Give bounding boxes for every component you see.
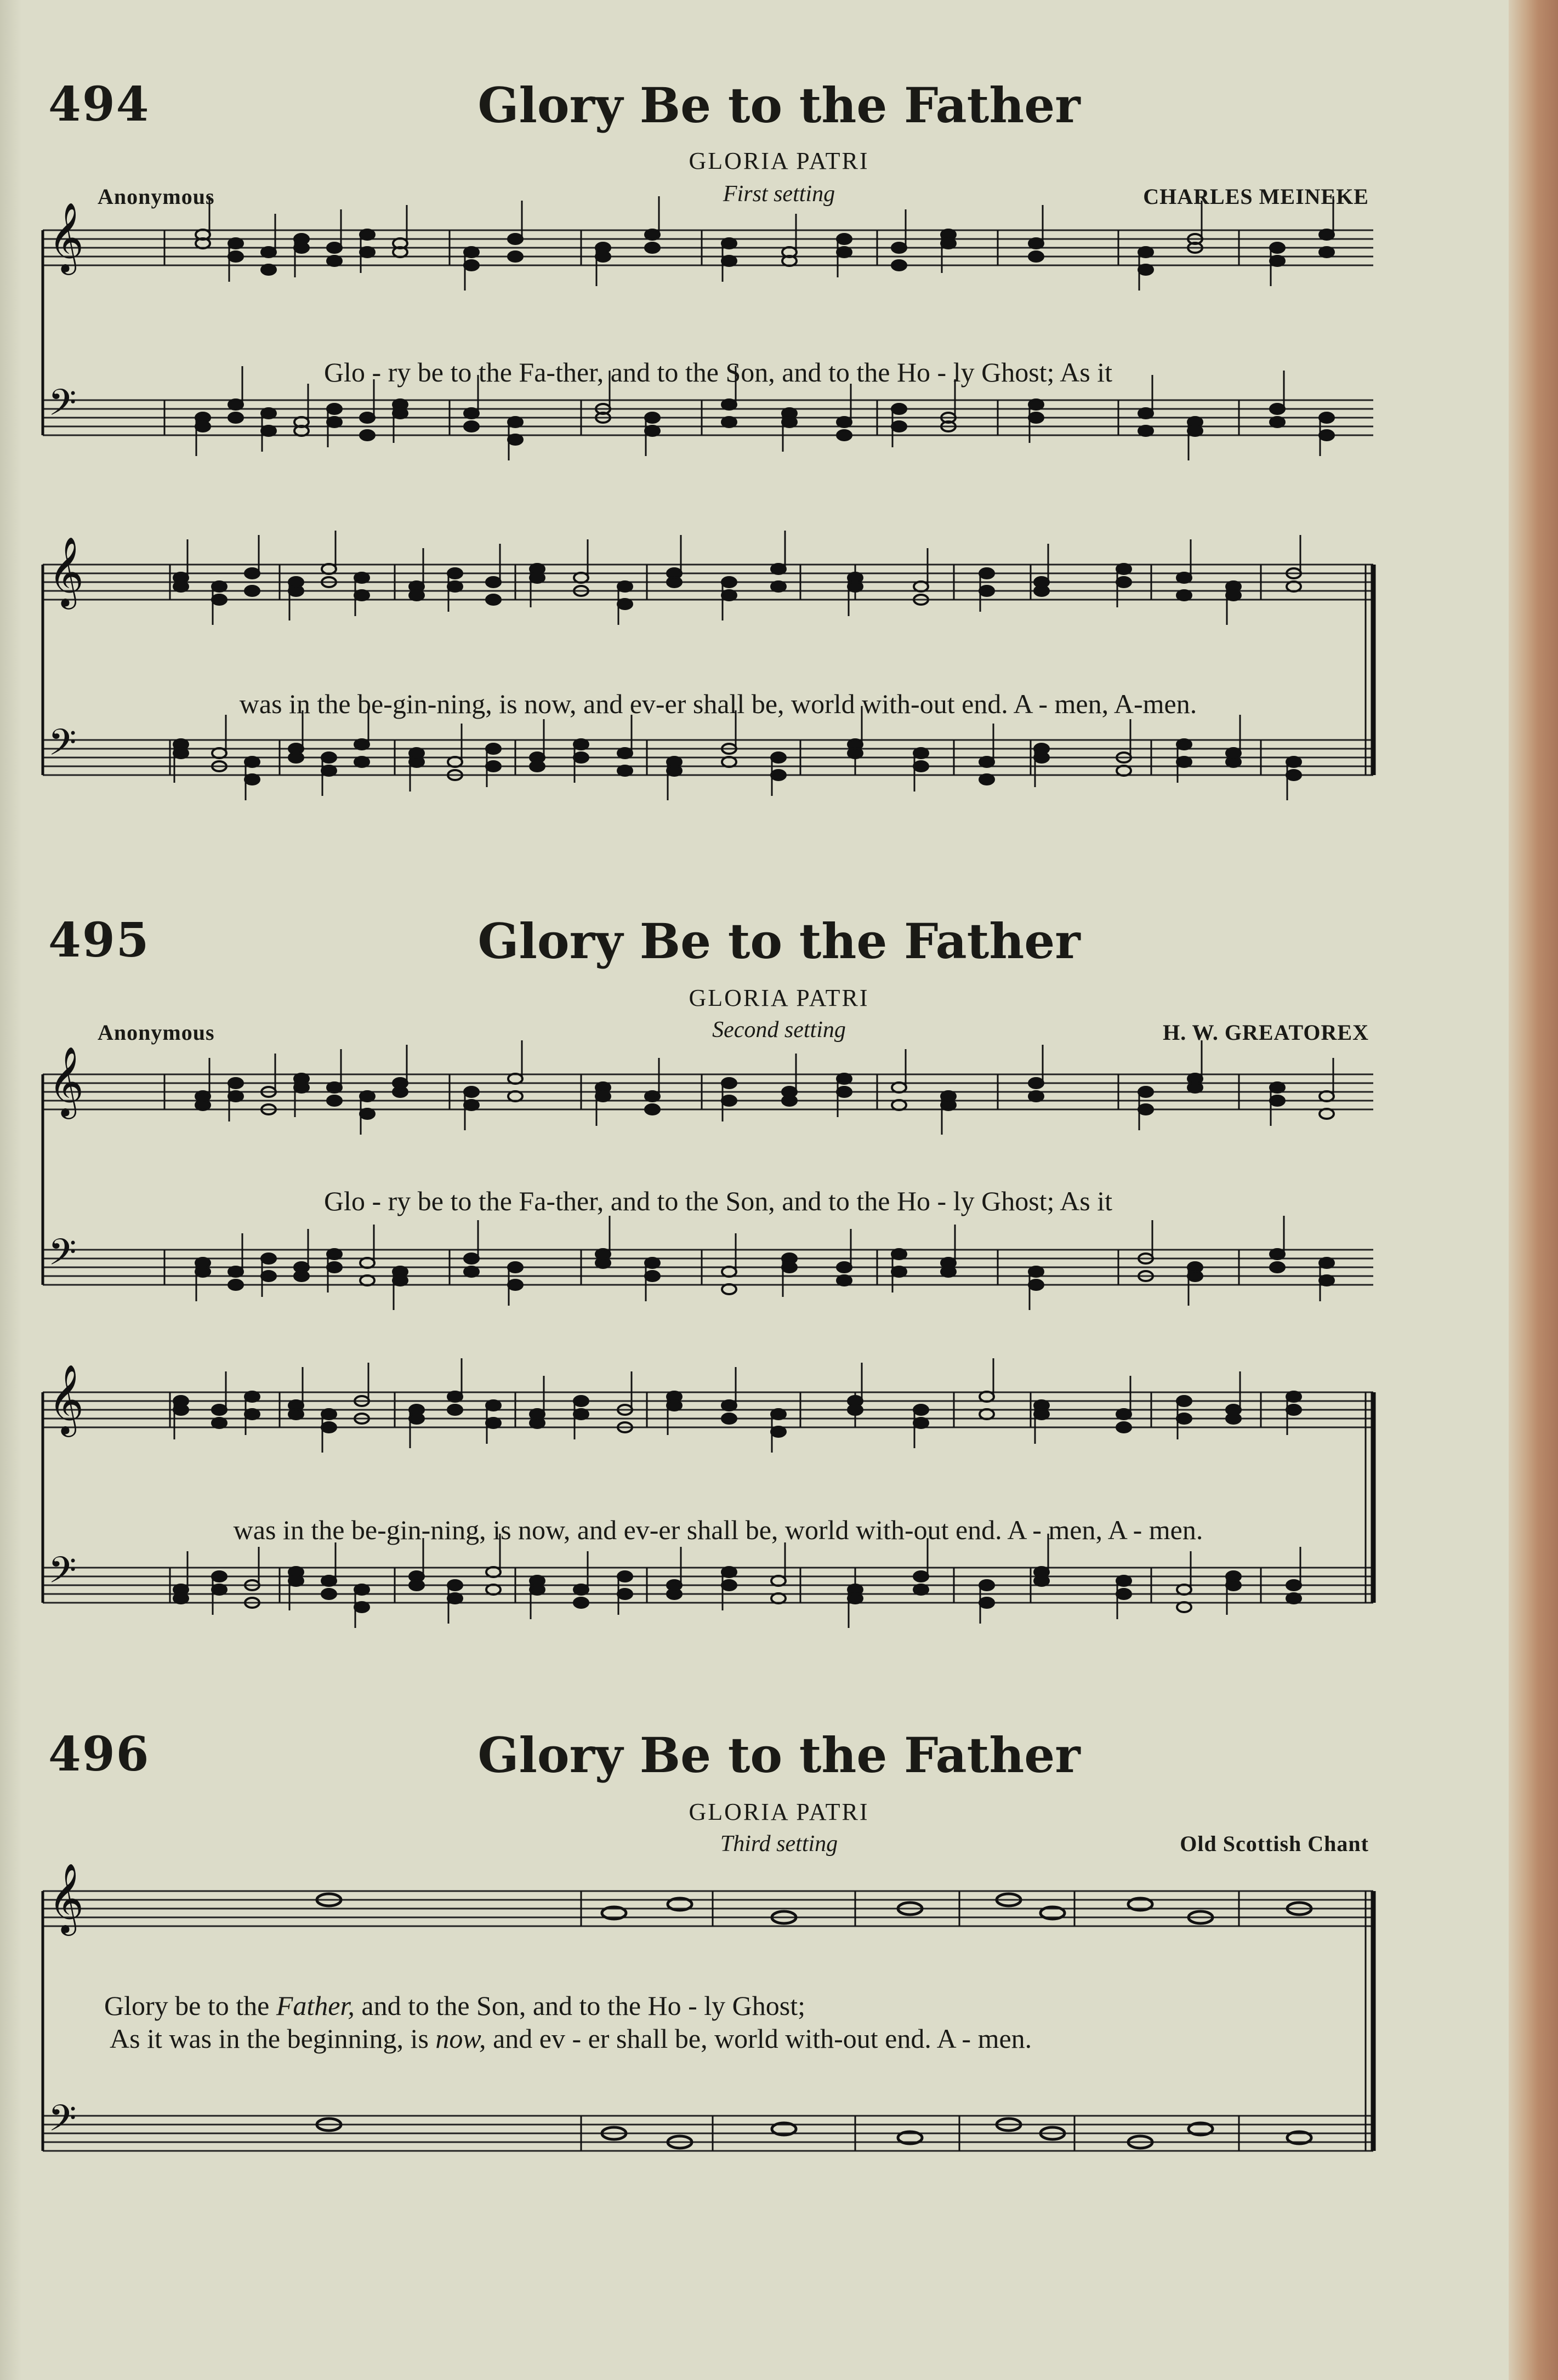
quarter-note <box>245 586 259 596</box>
quarter-note <box>837 1262 851 1272</box>
quarter-note <box>229 413 243 423</box>
quarter-note <box>941 1100 956 1110</box>
hymn-subtitle: GLORIA PATRI <box>689 1798 869 1825</box>
quarter-note <box>327 256 342 266</box>
quarter-note <box>410 1414 424 1424</box>
quarter-note <box>574 1396 588 1406</box>
quarter-note <box>618 582 632 591</box>
quarter-note <box>941 1267 956 1277</box>
quarter-note <box>837 1087 851 1097</box>
quarter-note <box>667 766 681 776</box>
quarter-note <box>1139 265 1153 275</box>
quarter-note <box>574 739 588 749</box>
quarter-note <box>782 1262 797 1272</box>
hymn-subtitle: GLORIA PATRI <box>689 984 869 1011</box>
quarter-note <box>1226 590 1241 600</box>
quarter-note <box>1270 243 1284 253</box>
quarter-note <box>322 1409 336 1419</box>
quarter-note <box>360 413 374 423</box>
quarter-note <box>360 1109 374 1119</box>
half-note <box>771 1593 786 1603</box>
quarter-note <box>645 426 659 436</box>
quarter-note <box>486 577 501 587</box>
quarter-note <box>212 1405 226 1415</box>
quarter-note <box>212 595 226 605</box>
quarter-note <box>327 404 342 414</box>
treble-clef-icon: 𝄞 <box>48 202 84 272</box>
quarter-note <box>667 577 681 587</box>
bass-clef-icon: 𝄢 <box>48 382 77 432</box>
quarter-note <box>1117 1422 1131 1432</box>
quarter-note <box>322 1422 336 1432</box>
quarter-note <box>892 260 906 270</box>
quarter-note <box>618 599 632 609</box>
quarter-note <box>229 238 243 248</box>
quarter-note <box>1177 573 1191 583</box>
quarter-note <box>327 1096 342 1106</box>
quarter-note <box>464 260 479 270</box>
quarter-note <box>1139 426 1153 436</box>
half-note <box>980 1409 994 1419</box>
quarter-note <box>645 243 659 253</box>
quarter-note <box>1188 1271 1202 1281</box>
quarter-note <box>914 761 928 771</box>
quarter-note <box>229 1091 243 1101</box>
quarter-note <box>229 1280 243 1290</box>
setting-label: Third setting <box>720 1831 838 1857</box>
quarter-note <box>508 234 522 244</box>
quarter-note <box>980 1580 994 1590</box>
lyrics-line: was in the be-gin-ning, is now, and ev-er shall be, world with-out end. A - men, A - men. <box>233 1514 1203 1545</box>
quarter-note <box>771 770 786 780</box>
quarter-note <box>1029 252 1043 261</box>
quarter-note <box>212 582 226 591</box>
quarter-note <box>212 1585 226 1595</box>
quarter-note <box>464 1267 479 1277</box>
quarter-note <box>645 1271 659 1281</box>
quarter-note <box>645 1104 659 1114</box>
quarter-note <box>212 1418 226 1428</box>
quarter-note <box>229 1267 243 1277</box>
setting-label: Second setting <box>712 1017 846 1043</box>
quarter-note <box>508 435 522 445</box>
quarter-note <box>980 586 994 596</box>
quarter-note <box>196 1267 210 1277</box>
quarter-note <box>393 1087 407 1097</box>
quarter-note <box>212 1572 226 1581</box>
bass-clef-icon: 𝄢 <box>48 1231 77 1282</box>
quarter-note <box>448 1392 462 1402</box>
bass-clef-icon: 𝄢 <box>48 721 77 772</box>
quarter-note <box>327 1249 342 1259</box>
treble-clef-icon: 𝄞 <box>48 536 84 606</box>
half-note <box>1177 1602 1191 1612</box>
lyrics-line: Glo - ry be to the Fa-ther, and to the Son, and to the Ho - ly Ghost; As it <box>323 357 1113 388</box>
quarter-note <box>837 417 851 427</box>
quarter-note <box>410 1580 424 1590</box>
half-note <box>1320 1091 1334 1101</box>
half-note <box>574 573 588 583</box>
words-credit: Anonymous <box>98 1020 215 1045</box>
quarter-note <box>360 430 374 440</box>
lyrics-line: Glo - ry be to the Fa-ther, and to the Son, and to the Ho - ly Ghost; As it <box>323 1186 1113 1216</box>
quarter-note <box>1117 1589 1131 1599</box>
quarter-note <box>486 761 501 771</box>
quarter-note <box>914 1572 928 1581</box>
quarter-note <box>667 1400 681 1410</box>
quarter-note <box>360 230 374 240</box>
quarter-note <box>245 757 259 767</box>
quarter-note <box>464 247 479 257</box>
quarter-note <box>837 430 851 440</box>
quarter-note <box>1320 1276 1334 1285</box>
quarter-note <box>914 1585 928 1595</box>
quarter-note <box>771 582 786 591</box>
quarter-note <box>1270 1262 1284 1272</box>
half-note <box>914 582 928 591</box>
half-note <box>980 1392 994 1402</box>
quarter-note <box>1117 1409 1131 1419</box>
quarter-note <box>980 568 994 578</box>
quarter-note <box>1320 247 1334 257</box>
quarter-note <box>618 1589 632 1599</box>
treble-clef-icon: 𝄞 <box>48 1863 84 1933</box>
quarter-note <box>327 243 342 253</box>
words-credit: Anonymous <box>98 184 215 209</box>
quarter-note <box>1177 739 1191 749</box>
quarter-note <box>1287 1405 1301 1415</box>
quarter-note <box>1320 230 1334 240</box>
quarter-note <box>782 417 797 427</box>
quarter-note <box>486 1418 501 1428</box>
quarter-note <box>530 1585 544 1595</box>
quarter-note <box>645 230 659 240</box>
quarter-note <box>294 1271 309 1281</box>
quarter-note <box>355 1602 369 1612</box>
quarter-note <box>464 1087 479 1097</box>
quarter-note <box>1029 1091 1043 1101</box>
music-credit: CHARLES MEINEKE <box>1143 184 1369 209</box>
quarter-note <box>596 252 610 261</box>
quarter-note <box>448 582 462 591</box>
quarter-note <box>530 573 544 583</box>
quarter-note <box>393 408 407 418</box>
quarter-note <box>1320 430 1334 440</box>
quarter-note <box>1029 400 1043 409</box>
half-note <box>508 1074 522 1084</box>
quarter-note <box>261 408 276 418</box>
quarter-note <box>245 1409 259 1419</box>
quarter-note <box>1188 1083 1202 1092</box>
quarter-note <box>574 1409 588 1419</box>
quarter-note <box>174 582 188 591</box>
quarter-note <box>464 422 479 431</box>
quarter-note <box>980 1598 994 1608</box>
quarter-note <box>1270 404 1284 414</box>
quarter-note <box>229 1078 243 1088</box>
quarter-note <box>261 265 276 275</box>
quarter-note <box>1226 1580 1241 1590</box>
hymn-title: Glory Be to the Father <box>477 1727 1081 1784</box>
quarter-note <box>448 1580 462 1590</box>
lyrics-line: was in the be-gin-ning, is now, and ev-er shall be, world with-out end. A - men, A-men. <box>239 688 1197 719</box>
verse-line-a: Glory be to the Father, and to the Son, and to the Ho - ly Ghost; <box>104 1990 806 2021</box>
quarter-note <box>327 417 342 427</box>
quarter-note <box>1139 1087 1153 1097</box>
quarter-note <box>722 256 736 266</box>
half-note <box>722 1267 736 1277</box>
half-note <box>722 757 736 767</box>
half-note <box>448 757 462 767</box>
half-note <box>360 1276 374 1285</box>
quarter-note <box>486 1400 501 1410</box>
quarter-note <box>448 1405 462 1415</box>
half-note <box>508 1091 522 1101</box>
quarter-note <box>645 1258 659 1268</box>
quarter-note <box>1226 757 1241 767</box>
quarter-note <box>245 1392 259 1402</box>
quarter-note <box>360 247 374 257</box>
quarter-note <box>261 426 276 436</box>
quarter-note <box>410 590 424 600</box>
quarter-note <box>1177 757 1191 767</box>
quarter-note <box>393 1276 407 1285</box>
quarter-note <box>289 1409 303 1419</box>
quarter-note <box>914 1418 928 1428</box>
quarter-note <box>618 766 632 776</box>
quarter-note <box>464 408 479 418</box>
quarter-note <box>360 1091 374 1101</box>
quarter-note <box>174 1593 188 1603</box>
quarter-note <box>722 1400 736 1410</box>
quarter-note <box>327 1083 342 1092</box>
quarter-note <box>1029 1078 1043 1088</box>
quarter-note <box>980 775 994 784</box>
quarter-note <box>486 744 501 754</box>
quarter-note <box>1034 753 1049 762</box>
hymn-subtitle: GLORIA PATRI <box>689 147 869 174</box>
hymn-title: Glory Be to the Father <box>477 913 1081 970</box>
quarter-note <box>722 238 736 248</box>
bass-clef-icon: 𝄢 <box>48 1549 77 1600</box>
quarter-note <box>645 1091 659 1101</box>
quarter-note <box>722 577 736 587</box>
music-credit: H. W. GREATOREX <box>1163 1020 1369 1045</box>
quarter-note <box>261 247 276 257</box>
half-note <box>212 748 226 758</box>
quarter-note <box>294 243 309 253</box>
quarter-note <box>508 1262 522 1272</box>
quarter-note <box>508 417 522 427</box>
quarter-note <box>1188 426 1202 436</box>
bass-clef-icon: 𝄢 <box>48 2097 77 2148</box>
quarter-note <box>1287 1392 1301 1402</box>
quarter-note <box>1029 1267 1043 1277</box>
quarter-note <box>289 753 303 762</box>
quarter-note <box>289 586 303 596</box>
quarter-note <box>1029 413 1043 423</box>
quarter-note <box>771 1427 786 1437</box>
quarter-note <box>1034 586 1049 596</box>
quarter-note <box>322 753 336 762</box>
quarter-note <box>1287 1580 1301 1590</box>
quarter-note <box>448 568 462 578</box>
quarter-note <box>837 234 851 244</box>
quarter-note <box>892 422 906 431</box>
quarter-note <box>892 1267 906 1277</box>
quarter-note <box>355 1585 369 1595</box>
quarter-note <box>1226 1414 1241 1424</box>
quarter-note <box>618 1572 632 1581</box>
quarter-note <box>574 1585 588 1595</box>
quarter-note <box>1270 417 1284 427</box>
hymn-title: Glory Be to the Father <box>477 77 1081 134</box>
half-note <box>322 564 336 574</box>
quarter-note <box>1034 1409 1049 1419</box>
quarter-note <box>1117 577 1131 587</box>
half-note <box>892 1083 906 1092</box>
quarter-note <box>1029 1280 1043 1290</box>
quarter-note <box>355 757 369 767</box>
half-note <box>1320 1109 1334 1119</box>
quarter-note <box>837 1276 851 1285</box>
half-note <box>1287 582 1301 591</box>
half-note <box>486 1567 501 1577</box>
quarter-note <box>1320 413 1334 423</box>
quarter-note <box>1270 1249 1284 1259</box>
half-note <box>722 1284 736 1294</box>
quarter-note <box>1117 564 1131 574</box>
quarter-note <box>196 1100 210 1110</box>
quarter-note <box>1287 757 1301 767</box>
quarter-note <box>722 1567 736 1577</box>
quarter-note <box>722 590 736 600</box>
quarter-note <box>355 573 369 583</box>
quarter-note <box>980 757 994 767</box>
quarter-note <box>645 413 659 423</box>
verse-line-b: As it was in the beginning, is now, and ev - er shall be, world with-out end. A - men. <box>110 2023 1032 2054</box>
setting-label: First setting <box>723 181 835 207</box>
quarter-note <box>508 1280 522 1290</box>
hymn-number: 496 <box>48 1727 150 1782</box>
quarter-note <box>574 1598 588 1608</box>
quarter-note <box>245 568 259 578</box>
quarter-note <box>914 748 928 758</box>
hymn-number: 495 <box>48 913 150 968</box>
quarter-note <box>722 400 736 409</box>
quarter-note <box>327 1262 342 1272</box>
quarter-note <box>1177 590 1191 600</box>
quarter-note <box>771 753 786 762</box>
quarter-note <box>355 590 369 600</box>
quarter-note <box>837 247 851 257</box>
quarter-note <box>837 1074 851 1084</box>
music-credit: Old Scottish Chant <box>1180 1831 1369 1856</box>
quarter-note <box>410 757 424 767</box>
quarter-note <box>289 1576 303 1586</box>
quarter-note <box>1139 408 1153 418</box>
hymn-number: 494 <box>48 77 150 132</box>
quarter-note <box>914 1405 928 1415</box>
quarter-note <box>294 1083 309 1092</box>
quarter-note <box>574 753 588 762</box>
quarter-note <box>1139 1104 1153 1114</box>
quarter-note <box>261 1254 276 1263</box>
quarter-note <box>355 739 369 749</box>
quarter-note <box>1177 1414 1191 1424</box>
half-note <box>360 1258 374 1268</box>
quarter-note <box>508 252 522 261</box>
quarter-note <box>1287 1593 1301 1603</box>
quarter-note <box>722 1078 736 1088</box>
half-note <box>486 1585 501 1595</box>
quarter-note <box>667 1589 681 1599</box>
quarter-note <box>941 238 956 248</box>
quarter-note <box>229 252 243 261</box>
quarter-note <box>722 1096 736 1106</box>
quarter-note <box>1270 256 1284 266</box>
quarter-note <box>596 1091 610 1101</box>
quarter-note <box>1117 1576 1131 1586</box>
quarter-note <box>782 1096 797 1106</box>
quarter-note <box>229 400 243 409</box>
quarter-note <box>261 1271 276 1281</box>
quarter-note <box>722 1580 736 1590</box>
quarter-note <box>771 1409 786 1419</box>
treble-clef-icon: 𝄞 <box>48 1046 84 1116</box>
quarter-note <box>174 1405 188 1415</box>
quarter-note <box>464 1254 479 1263</box>
half-note <box>1177 1585 1191 1595</box>
quarter-note <box>722 1414 736 1424</box>
treble-clef-icon: 𝄞 <box>48 1364 84 1434</box>
quarter-note <box>174 748 188 758</box>
quarter-note <box>771 564 786 574</box>
quarter-note <box>464 1100 479 1110</box>
quarter-note <box>618 748 632 758</box>
quarter-note <box>1270 1096 1284 1106</box>
quarter-note <box>322 1576 336 1586</box>
quarter-note <box>530 761 544 771</box>
quarter-note <box>1287 770 1301 780</box>
quarter-note <box>1029 238 1043 248</box>
quarter-note <box>530 1418 544 1428</box>
quarter-note <box>486 595 501 605</box>
quarter-note <box>448 1593 462 1603</box>
quarter-note <box>892 1249 906 1259</box>
quarter-note <box>722 417 736 427</box>
quarter-note <box>322 1589 336 1599</box>
quarter-note <box>322 766 336 776</box>
quarter-note <box>596 1258 610 1268</box>
quarter-note <box>245 775 259 784</box>
quarter-note <box>1320 1258 1334 1268</box>
quarter-note <box>1177 1396 1191 1406</box>
quarter-note <box>892 404 906 414</box>
quarter-note <box>1034 1576 1049 1586</box>
quarter-note <box>892 243 906 253</box>
half-note <box>771 1576 786 1586</box>
quarter-note <box>1270 1083 1284 1092</box>
quarter-note <box>196 422 210 431</box>
half-note <box>892 1100 906 1110</box>
half-note <box>1117 766 1131 776</box>
quarter-note <box>1139 247 1153 257</box>
